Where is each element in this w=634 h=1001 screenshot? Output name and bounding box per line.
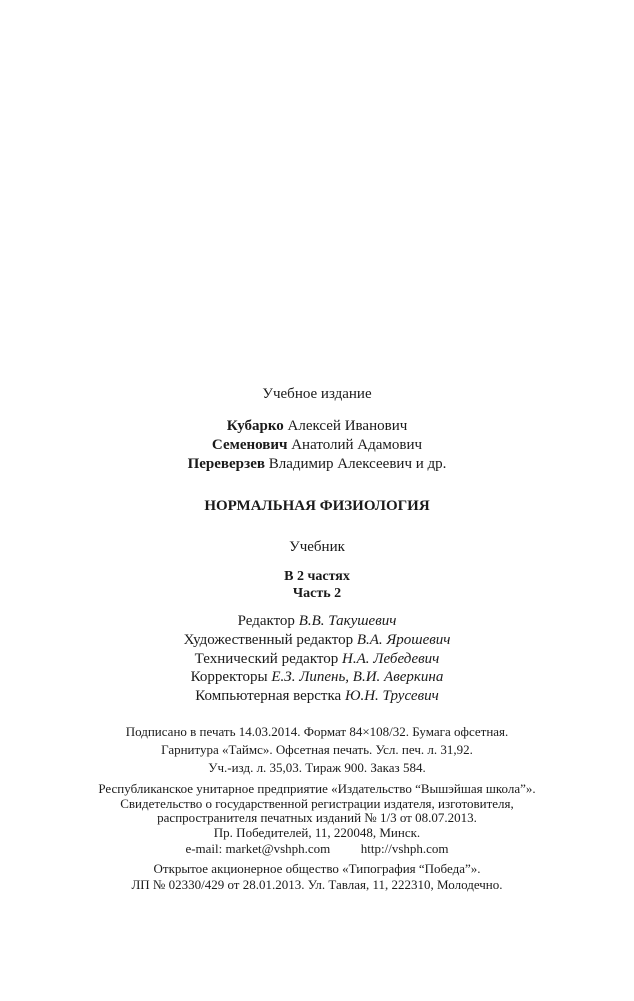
parts-count-text: В 2 частях: [284, 569, 350, 584]
publisher-info-line: Пр. Победителей, 11, 220048, Минск.: [213, 825, 421, 840]
author-surname: Семенович: [211, 437, 288, 453]
staff-role: Корректоры: [190, 669, 268, 685]
publisher-info-line: Республиканское унитарное предприятие «Издательство “Вышэйшая школа”».: [98, 781, 536, 796]
author-name: Анатолий Адамович: [291, 437, 423, 453]
staff-person: В.В. Такушевич: [298, 613, 397, 629]
print-info-line: Подписано в печать 14.03.2014. Формат 84×108/32. Бумага офсетная.: [125, 724, 509, 739]
book-title: [0, 499, 634, 514]
author-surname: Кубарко: [226, 418, 284, 434]
staff-line: [0, 633, 634, 648]
part-number: [0, 587, 634, 601]
book-title-text: НОРМАЛЬНАЯ ФИЗИОЛОГИЯ: [204, 498, 430, 514]
edition-type: Учебное издание: [262, 386, 372, 402]
staff-role: Технический редактор: [194, 651, 339, 667]
print-info-line: Гарнитура «Таймс». Офсетная печать. Усл. печ. л. 31,92.: [161, 742, 473, 757]
publisher-info-line: распространителя печатных изданий № 1/3 от 08.07.2013.: [157, 810, 477, 825]
staff-person: В.А. Ярошевич: [356, 632, 451, 648]
staff-role: Компьютерная верстка: [195, 688, 342, 704]
author-surname: Переверзев: [187, 456, 265, 472]
staff-line: [0, 689, 634, 704]
author-suffix: и др.: [415, 456, 447, 472]
book-type: Учебник: [289, 539, 345, 555]
staff-person: Н.А. Лебедевич: [342, 651, 440, 667]
staff-person: Е.З. Липень, В.И. Аверкина: [271, 669, 444, 685]
printer-info-line: Открытое акционерное общество «Типография “Победа”».: [153, 861, 481, 876]
contact-url: http://vshph.com: [360, 841, 449, 856]
staff-line: [0, 614, 634, 629]
author-line: [0, 438, 634, 453]
author-name: Алексей Иванович: [287, 418, 408, 434]
author-name: Владимир Алексеевич: [268, 456, 412, 472]
print-info-line: Уч.-изд. л. 35,03. Тираж 900. Заказ 584.: [208, 760, 426, 775]
printer-info-line: ЛП № 02330/429 от 28.01.2013. Ул. Тавлая, 11, 222310, Молодечно.: [131, 877, 503, 892]
contact-email: e-mail: market@vshph.com: [185, 841, 331, 856]
staff-line: [0, 652, 634, 667]
parts-count: [0, 570, 634, 584]
staff-role: Художественный редактор: [183, 632, 354, 648]
contacts-line: [0, 842, 634, 855]
staff-person: Ю.Н. Трусевич: [344, 688, 439, 704]
author-line: [0, 419, 634, 434]
staff-line: [0, 670, 634, 685]
staff-role: Редактор: [237, 613, 295, 629]
publisher-info-line: Свидетельство о государственной регистрации издателя, изготовителя,: [120, 796, 514, 811]
part-number-text: Часть 2: [292, 586, 342, 601]
author-line: [0, 457, 634, 472]
